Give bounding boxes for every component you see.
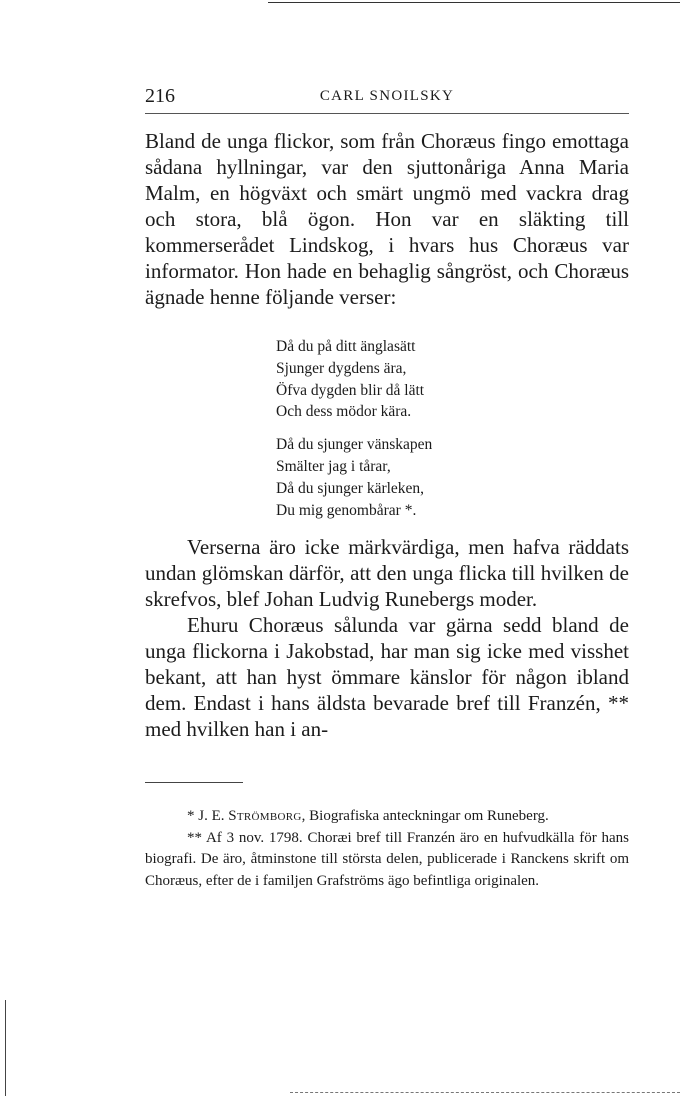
scan-bottom-edge [290, 1092, 680, 1093]
scan-top-edge [268, 2, 680, 3]
poem-stanza-2 [276, 434, 432, 521]
verse-line: Då du sjunger kärleken, [276, 479, 425, 497]
paragraph-2: Verserna äro icke märkvärdiga, men hafva räddats undan glömskan därför, att den unga flicka till hvilken de skrefvos, blef Johan Ludvig Runebergs moder. [145, 535, 629, 611]
poem [276, 336, 432, 532]
footnotes [145, 806, 629, 892]
verse-line: Då du sjunger vänskapen [276, 436, 433, 454]
verse-line: Smälter jag i tårar, [276, 457, 391, 475]
verse-line: Du mig genombårar *. [276, 501, 417, 519]
verse-line: Öfva dygden blir då lätt [276, 381, 425, 399]
verse-line: Då du på ditt änglasätt [276, 338, 416, 355]
footnote-2: ** Af 3 nov. 1798. Choræi bref till Franzén äro en hufvudkälla för hans biografi. De äro, åtminstone till största delen, publicerade i Ranckens skrift om Choræus, efter de i familjen Grafströms ägo befintliga originalen. [145, 829, 629, 889]
footnote-1-author: Strömborg [228, 808, 302, 824]
footnote-1-text: , Biografiska anteckningar om Runeberg. [301, 808, 549, 824]
paragraph-3: Ehuru Choræus sålunda var gärna sedd bland de unga flickorna i Jakobstad, har man sig icke med visshet bekant, att han hyst ömmare känslor för någon ibland dem. Endast i hans äldsta bevarade bref till Franzén, ** med hvilken han i an- [145, 613, 629, 741]
page-number: 216 [145, 85, 175, 107]
footnote-rule [145, 782, 243, 783]
verse-line: Och dess mödor kära. [276, 403, 412, 421]
paragraph-1: Bland de unga flickor, som från Choræus fingo emottaga sådana hyllningar, var den sjuttonåriga Anna Maria Malm, en högväxt och smärt ungmö med vackra drag och stora, blå ögon. Hon var en släkting till kommerserådet Lindskog, i hvars hus Choræus var informator. Hon hade en behaglig sångröst, och Choræus ägnade henne följande verser: [145, 129, 629, 309]
body-text-bottom [145, 534, 629, 742]
running-title: CARL SNOILSKY [319, 88, 455, 104]
poem-stanza-1 [276, 336, 432, 423]
scan-left-edge [5, 1000, 6, 1096]
header-rule [145, 113, 629, 114]
footnote-1-mark: * J. E. [187, 808, 229, 824]
verse-line: Sjunger dygdens ära, [276, 359, 407, 377]
page-header [145, 85, 629, 107]
footnote-1 [145, 806, 629, 828]
body-text-top [145, 128, 629, 310]
